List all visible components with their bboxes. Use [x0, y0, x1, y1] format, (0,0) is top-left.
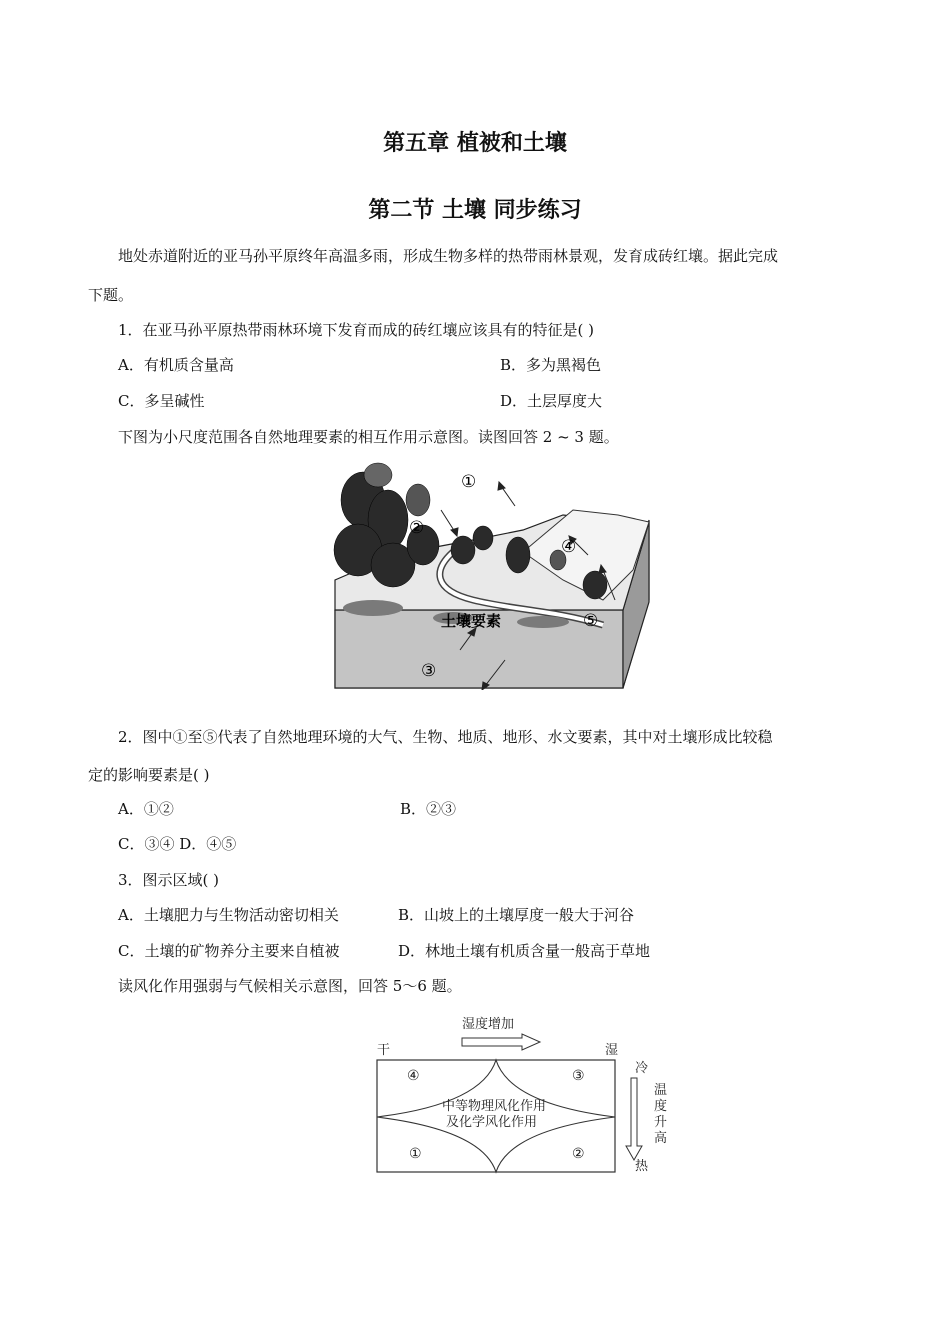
q2-option-a: A．①② — [118, 800, 174, 818]
side-label-4: 高 — [654, 1131, 668, 1146]
label-2: ② — [409, 518, 425, 538]
hot-label: 热 — [635, 1159, 649, 1174]
q1-option-d: D．土层厚度大 — [500, 392, 603, 410]
q3-option-a: A．土壤肥力与生物活动密切相关 — [118, 906, 339, 924]
landscape-figure — [333, 460, 651, 690]
q3-stem: 3．图示区域( ) — [118, 871, 220, 889]
q3-option-b: B．山坡上的土壤厚度一般大于河谷 — [398, 906, 635, 924]
side-label-2: 度 — [654, 1099, 668, 1114]
label-3: ③ — [421, 661, 437, 681]
quadrant-3: ③ — [572, 1068, 585, 1084]
q2-stem-line-2: 定的影响要素是( ) — [88, 766, 210, 784]
weathering-figure — [372, 1014, 682, 1174]
label-4: ④ — [561, 537, 577, 557]
figure1-intro: 下图为小尺度范围各自然地理要素的相互作用示意图。读图回答 2 ~ 3 题。 — [118, 428, 619, 446]
label-5: ⑤ — [583, 611, 599, 631]
section-title: 第二节 土壤 同步练习 — [368, 198, 582, 223]
q1-stem: 1．在亚马孙平原热带雨林环境下发育而成的砖红壤应该具有的特征是( ) — [118, 321, 595, 339]
wet-label: 湿 — [605, 1043, 619, 1058]
q1-option-b: B．多为黑褐色 — [500, 356, 602, 374]
intro-line-2: 下题。 — [88, 286, 134, 304]
intro-line-1: 地处赤道附近的亚马孙平原终年高温多雨，形成生物多样的热带雨林景观，发育成砖红壤。据此完成 — [118, 247, 779, 265]
q2-option-cd: C．③④ D．④⑤ — [118, 835, 237, 853]
cold-label: 冷 — [635, 1061, 649, 1076]
side-label-3: 升 — [654, 1115, 668, 1130]
quadrant-1: ① — [409, 1146, 422, 1162]
center-label-line-1: 中等物理风化作用 — [442, 1099, 547, 1114]
soil-element-label: 土壤要素 — [441, 612, 502, 630]
q3-option-d: D．林地土壤有机质含量一般高于草地 — [398, 942, 651, 960]
quadrant-2: ② — [572, 1146, 585, 1162]
side-label-1: 温 — [654, 1083, 668, 1098]
chapter-title: 第五章 植被和土壤 — [383, 131, 567, 156]
humidity-increase-label: 湿度增加 — [462, 1017, 515, 1032]
dry-label: 干 — [377, 1043, 391, 1058]
q2-stem-line-1: 2．图中①至⑤代表了自然地理环境的大气、生物、地质、地形、水文要素，其中对土壤形成比较稳 — [118, 728, 773, 746]
q2-option-b: B．②③ — [400, 800, 457, 818]
q3-option-c: C．土壤的矿物养分主要来自植被 — [118, 942, 340, 960]
q1-option-a: A．有机质含量高 — [118, 356, 234, 374]
q1-option-c: C．多呈碱性 — [118, 392, 205, 410]
figure2-intro: 读风化作用强弱与气候相关示意图，回答 5～6 题。 — [118, 977, 462, 995]
quadrant-4: ④ — [407, 1068, 420, 1084]
center-label-line-2: 及化学风化作用 — [446, 1115, 538, 1130]
label-1: ① — [461, 472, 477, 492]
